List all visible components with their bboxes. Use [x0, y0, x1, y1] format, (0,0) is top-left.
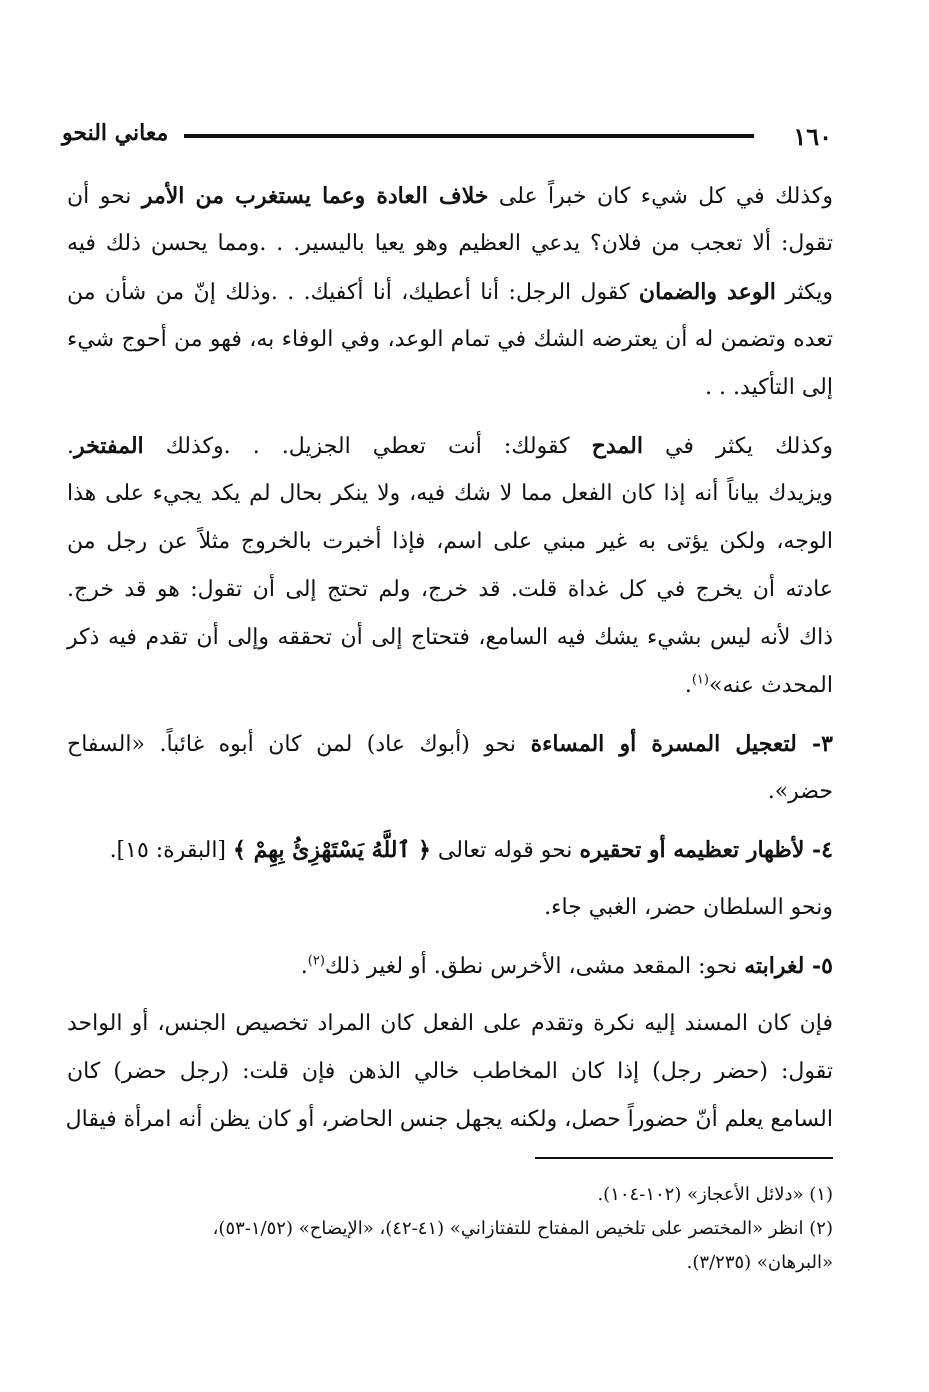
text-line: ٣- لتعجيل المسرة أو المساءة نحو (أبوك عاد) لمن كان أبوه غائباً. «السفاح — [67, 731, 833, 757]
paragraph — [67, 172, 833, 412]
text-line: ويزيدك بياناً أنه إذا كان الفعل مما لا شك فيه، ولا ينكر بحال لم يكد يجيء على هذا — [67, 481, 833, 506]
text-line: تعده وتضمن له أن يعترضه الشك في تمام الوعد، وفي الوفاء به، فهو من أحوج شيء — [67, 327, 833, 352]
footnote-ref: (٢) — [307, 953, 325, 969]
bold-term: ٥- لغرابته — [744, 953, 833, 979]
text-line: السامع يعلم أنّ حضوراً حصل، ولكنه يجهل جنس الحاضر، أو كان يظن أنه امرأة فيقال — [65, 1107, 833, 1132]
text-line: ويكثر الوعد والضمان كقول الرجل: أنا أعطيك، أنا أكفيك. . .وذلك إنّ من شأن من — [67, 279, 833, 305]
paragraph — [67, 942, 833, 990]
bold-term: المدح — [591, 433, 643, 459]
bold-term: الوعد والضمان — [638, 279, 776, 305]
body-text — [67, 172, 833, 1144]
paragraph-gap — [67, 816, 833, 826]
header-rule — [184, 134, 754, 138]
footnote-line: (٢) انظر «المختصر على تلخيص المفتاح للتفتازاني» (٤١-٤٢)، «الإيضاح» (١/٥٢-٥٣)، — [212, 1218, 833, 1239]
text-line: إلى التأكيد. . . — [705, 375, 833, 400]
paragraph-gap — [67, 412, 833, 422]
paragraph-gap — [67, 990, 833, 1000]
text-line: ونحو السلطان حضر، الغبي جاء. — [544, 895, 833, 920]
paragraph-gap — [67, 710, 833, 720]
paragraph — [67, 884, 833, 932]
footnotes — [67, 1178, 833, 1280]
text-line: وكذلك يكثر في المدح كقولك: أنت تعطي الجزيل. . .وكذلك المفتخر. — [67, 433, 834, 459]
paragraph-gap — [67, 874, 833, 884]
text-line: تقول: ألا تعجب من فلان؟ يدعي العظيم وهو يعيا باليسير. . .ومما يحسن ذلك فيه — [67, 231, 833, 256]
bold-term: خلاف العادة وعما يستغرب من الأمر — [141, 183, 489, 209]
footnote-ref: (١) — [691, 672, 709, 688]
footnote-line: «البرهان» (٣/٢٣٥). — [686, 1252, 833, 1273]
text-line: ٤- لأظهار تعظيمه أو تحقيره نحو قوله تعالى ﴿ ٱللَّهُ يَسْتَهْزِئُ بِهِمْ ﴾ [البقرة: ١٥]. — [109, 837, 833, 863]
bold-term: ٣- لتعجيل المسرة أو المساءة — [530, 731, 833, 757]
paragraph — [67, 422, 833, 710]
paragraph-gap — [67, 932, 833, 942]
bold-term: المفتخر — [74, 433, 144, 459]
footnote-line: (١) «دلائل الأعجاز» (١٠٢-١٠٤). — [597, 1184, 833, 1205]
paragraph — [67, 720, 833, 816]
text-line: الوجه، ولكن يؤتى به غير مبني على اسم، فإذا أخبرت بالخروج مثلاً عن رجل من — [67, 529, 833, 554]
bold-term: ٤- لأظهار تعظيمه أو تحقيره — [579, 837, 833, 863]
text-line: عادته أن يخرج في كل غداة قلت. قد خرج، ولم تحتج إلى أن تقول: هو قد خرج. — [67, 577, 833, 602]
footnote-separator — [535, 1157, 833, 1159]
text-line: حضر». — [767, 779, 833, 804]
text-line: ٥- لغرابته نحو: المقعد مشى، الأخرس نطق. أو لغير ذلك$^{(٢)}$. — [300, 953, 833, 979]
text-line: المحدث عنه»$^{(١)}$. — [684, 672, 833, 698]
paragraph — [67, 826, 833, 874]
text-line: تقول: (حضر رجل) إذا كان المخاطب خالي الذهن فإن قلت: (رجل حضر) كان — [67, 1059, 833, 1084]
page-number: ١٦٠ — [793, 122, 832, 151]
page-header — [62, 118, 832, 158]
text-line: ذاك لأنه ليس بشيء يشك فيه السامع، فتحتاج إلى أن تحققه وإلى أن تقدم فيه ذكر — [67, 625, 833, 650]
quran-verse: ﴿ ٱللَّهُ يَسْتَهْزِئُ بِهِمْ ﴾ — [233, 837, 431, 863]
text-line: وكذلك في كل شيء كان خبراً على خلاف العادة وعما يستغرب من الأمر نحو أن — [67, 183, 834, 209]
running-title: معاني النحو — [62, 120, 169, 146]
text-line: فإن كان المسند إليه نكرة وتقدم على الفعل كان المراد تخصيص الجنس، أو الواحد — [67, 1011, 833, 1036]
paragraph — [67, 1000, 833, 1144]
